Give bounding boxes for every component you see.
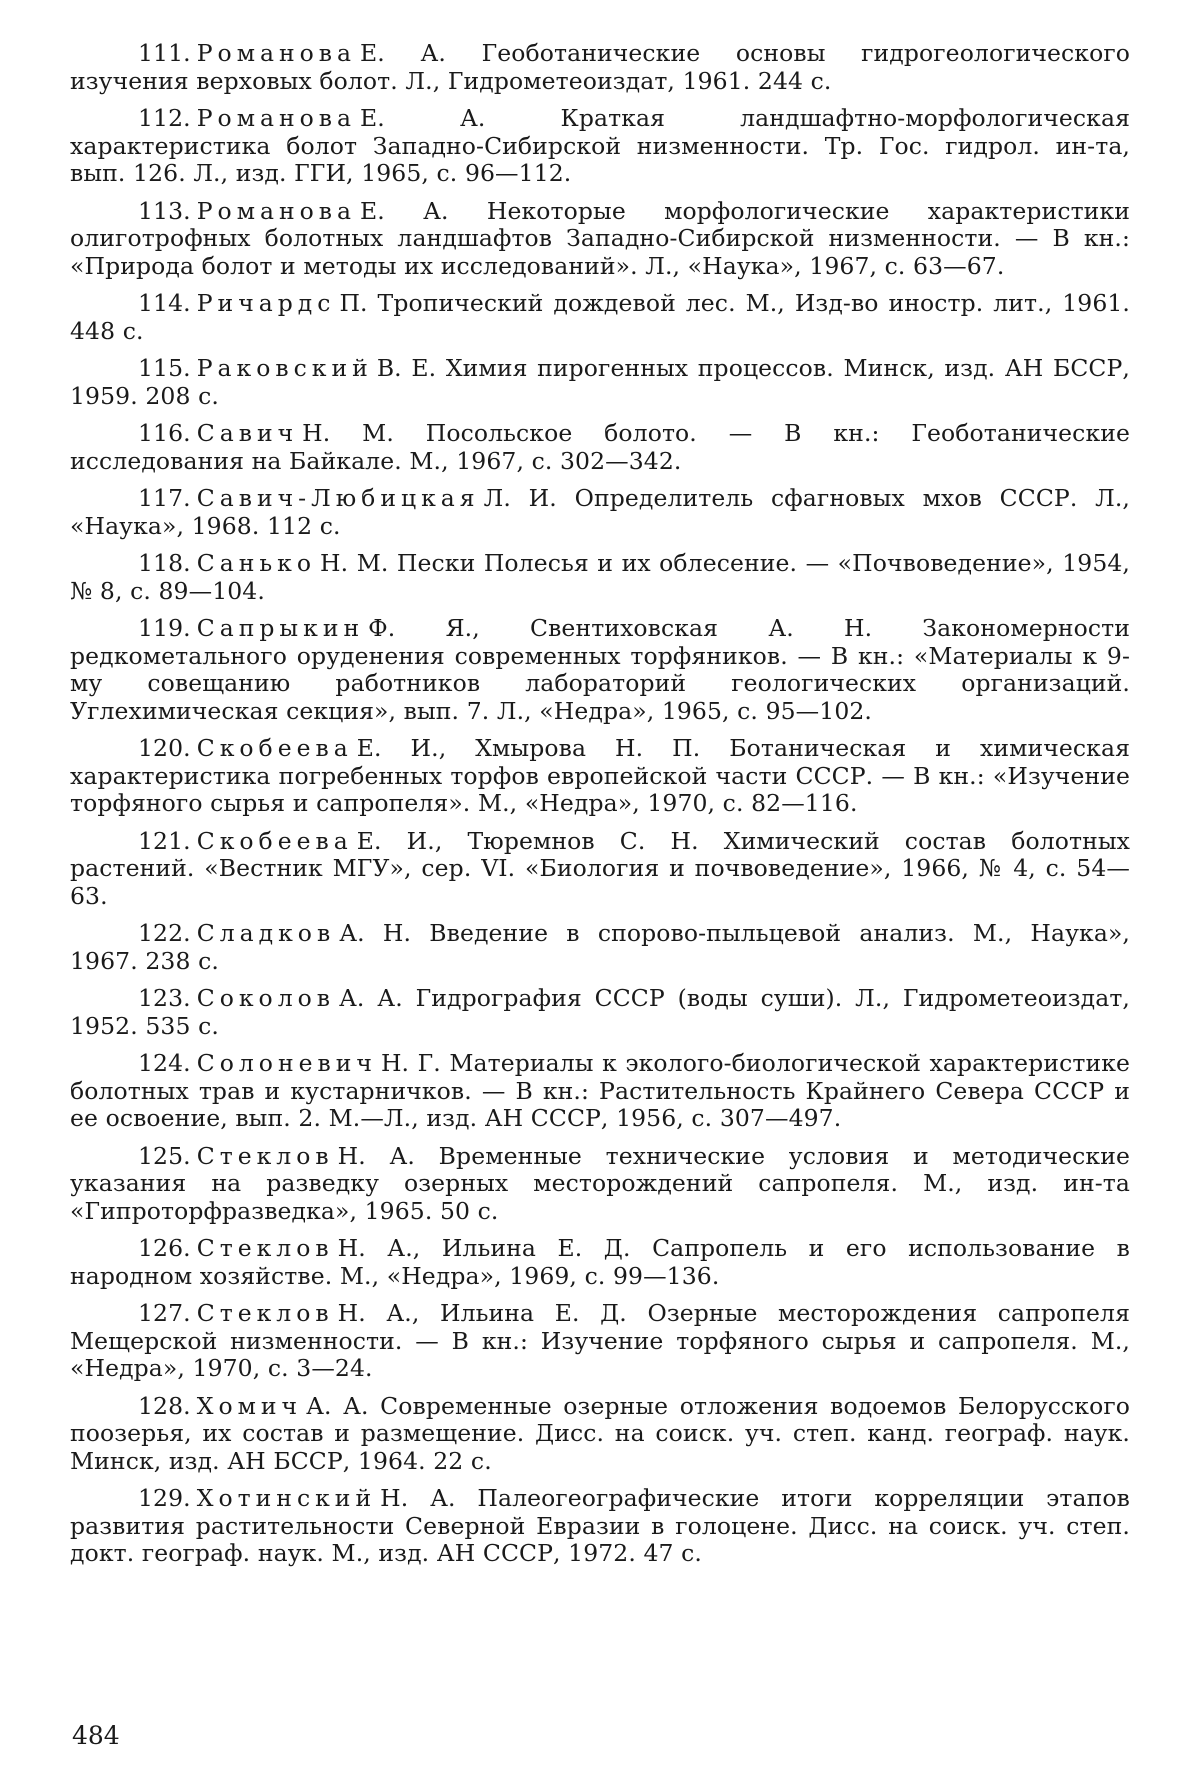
- entry-text: Л. И. Определитель сфагновых мхов СССР. Л., «Наука», 1968. 112 с.: [70, 484, 1130, 540]
- entry-author: Соколов: [197, 984, 335, 1012]
- entry-text: Ф. Я., Свентиховская А. Н. Закономерности редкометального оруденения современных торфяников. — В кн.: «Материалы к 9-му совещанию работников лабораторий геологических организаций. Углехимическая секция», вып. 7. Л., «Недра», 1965, с. 95—102.: [70, 614, 1130, 725]
- entry-author: Савич: [197, 419, 298, 447]
- entry-number: 114.: [138, 289, 191, 317]
- entry-author: Стеклов: [197, 1142, 334, 1170]
- entry-number: 119.: [138, 614, 191, 642]
- page-number: 484: [72, 1721, 120, 1750]
- bibliography-entry-124: [70, 1050, 1130, 1133]
- entry-text: Е. А. Некоторые морфологические характеристики олиготрофных болотных ландшафтов Западно-Сибирской низменности. — В кн.: «Природа болот и методы их исследований». Л., «Наука», 1967, с. 63—67.: [70, 197, 1130, 280]
- entry-author: Романова: [197, 197, 356, 225]
- entry-author: Скобеева: [197, 827, 353, 855]
- entry-author: Стеклов: [197, 1299, 334, 1327]
- entry-author: Солоневич: [197, 1049, 377, 1077]
- entry-number: 118.: [138, 549, 191, 577]
- entry-author: Стеклов: [197, 1234, 334, 1262]
- entry-author: Хотинский: [197, 1484, 376, 1512]
- bibliography-entry-125: [70, 1143, 1130, 1226]
- bibliography-entry-117: [70, 485, 1130, 540]
- entry-author: Санько: [197, 549, 316, 577]
- bibliography-entry-116: [70, 420, 1130, 475]
- entry-text: Е. И., Тюремнов С. Н. Химический состав болотных растений. «Вестник МГУ», сер. VI. «Биология и почвоведение», 1966, № 4, с. 54—63.: [70, 827, 1130, 910]
- entry-text: А. А. Современные озерные отложения водоемов Белорусского поозерья, их состав и размещение. Дисс. на соиск. уч. степ. канд. географ. наук. Минск, изд. АН БССР, 1964. 22 с.: [70, 1392, 1130, 1475]
- bibliography-entry-113: [70, 198, 1130, 281]
- entry-number: 116.: [138, 419, 191, 447]
- entry-number: 126.: [138, 1234, 191, 1262]
- entry-text: Н. А., Ильина Е. Д. Озерные месторождения сапропеля Мещерской низменности. — В кн.: Изучение торфяного сырья и сапропеля. М., «Недра», 1970, с. 3—24.: [70, 1299, 1130, 1382]
- entry-author: Сапрыкин: [197, 614, 364, 642]
- entry-number: 124.: [138, 1049, 191, 1077]
- bibliography-entry-127: [70, 1300, 1130, 1383]
- entry-text: Н. А. Палеогеографические итоги корреляции этапов развития растительности Северной Евразии в голоцене. Дисс. на соиск. уч. степ. докт. географ. наук. М., изд. АН СССР, 1972. 47 с.: [70, 1484, 1130, 1567]
- entry-text: Н. А. Временные технические условия и методические указания на разведку озерных месторождений сапропеля. М., изд. ин-та «Гипроторфразведка», 1965. 50 с.: [70, 1142, 1130, 1225]
- entry-author: Ричардс: [197, 289, 336, 317]
- bibliography-entry-129: [70, 1485, 1130, 1568]
- entry-number: 127.: [138, 1299, 191, 1327]
- bibliography-page: [70, 40, 1130, 1578]
- bibliography-entry-120: [70, 735, 1130, 818]
- bibliography-entry-123: [70, 985, 1130, 1040]
- entry-number: 120.: [138, 734, 191, 762]
- entry-text: Н. А., Ильина Е. Д. Сапропель и его использование в народном хозяйстве. М., «Недра», 1969, с. 99—136.: [70, 1234, 1130, 1290]
- entry-text: Е. А. Краткая ландшафтно-морфологическая характеристика болот Западно-Сибирской низменности. Тр. Гос. гидрол. ин-та, вып. 126. Л., изд. ГГИ, 1965, с. 96—112.: [70, 104, 1130, 187]
- bibliography-entry-112: [70, 105, 1130, 188]
- entry-author: Романова: [197, 104, 356, 132]
- entry-number: 122.: [138, 919, 191, 947]
- entry-author: Сладков: [197, 919, 335, 947]
- entry-number: 115.: [138, 354, 191, 382]
- entry-number: 123.: [138, 984, 191, 1012]
- bibliography-entry-119: [70, 615, 1130, 725]
- bibliography-entry-118: [70, 550, 1130, 605]
- entry-text: А. Н. Введение в спорово-пыльцевой анализ. М., Наука», 1967. 238 с.: [70, 919, 1130, 975]
- entry-author: Романова: [197, 39, 356, 67]
- entry-number: 129.: [138, 1484, 191, 1512]
- bibliography-entry-114: [70, 290, 1130, 345]
- entry-number: 111.: [138, 39, 191, 67]
- bibliography-entry-122: [70, 920, 1130, 975]
- entry-number: 113.: [138, 197, 191, 225]
- entry-text: П. Тропический дождевой лес. М., Изд-во иностр. лит., 1961. 448 с.: [70, 289, 1130, 345]
- bibliography-entry-126: [70, 1235, 1130, 1290]
- entry-number: 121.: [138, 827, 191, 855]
- entry-text: Н. Г. Материалы к эколого-биологической характеристике болотных трав и кустарничков. — В кн.: Растительность Крайнего Севера СССР и ее освоение, вып. 2. М.—Л., изд. АН СССР, 1956, с. 307—497.: [70, 1049, 1130, 1132]
- entry-author: Скобеева: [197, 734, 353, 762]
- bibliography-entry-111: [70, 40, 1130, 95]
- entry-text: Е. И., Хмырова Н. П. Ботаническая и химическая характеристика погребенных торфов европейской части СССР. — В кн.: «Изучение торфяного сырья и сапропеля». М., «Недра», 1970, с. 82—116.: [70, 734, 1130, 817]
- bibliography-entry-121: [70, 828, 1130, 911]
- entry-author: Хомич: [197, 1392, 302, 1420]
- entry-number: 117.: [138, 484, 191, 512]
- entry-author: Савич-Любицкая: [197, 484, 480, 512]
- entry-number: 125.: [138, 1142, 191, 1170]
- bibliography-entry-115: [70, 355, 1130, 410]
- entry-number: 112.: [138, 104, 191, 132]
- entry-text: Н. М. Посольское болото. — В кн.: Геоботанические исследования на Байкале. М., 1967, с. 302—342.: [70, 419, 1130, 475]
- entry-author: Раковский: [197, 354, 373, 382]
- entry-number: 128.: [138, 1392, 191, 1420]
- entry-text: Н. М. Пески Полесья и их облесение. — «Почвоведение», 1954, № 8, с. 89—104.: [70, 549, 1130, 605]
- entry-text: А. А. Гидрография СССР (воды суши). Л., Гидрометеоиздат, 1952. 535 с.: [70, 984, 1130, 1040]
- entry-text: В. Е. Химия пирогенных процессов. Минск, изд. АН БССР, 1959. 208 с.: [70, 354, 1130, 410]
- bibliography-entry-128: [70, 1393, 1130, 1476]
- entry-text: Е. А. Геоботанические основы гидрогеологического изучения верховых болот. Л., Гидрометеоиздат, 1961. 244 с.: [70, 39, 1130, 95]
